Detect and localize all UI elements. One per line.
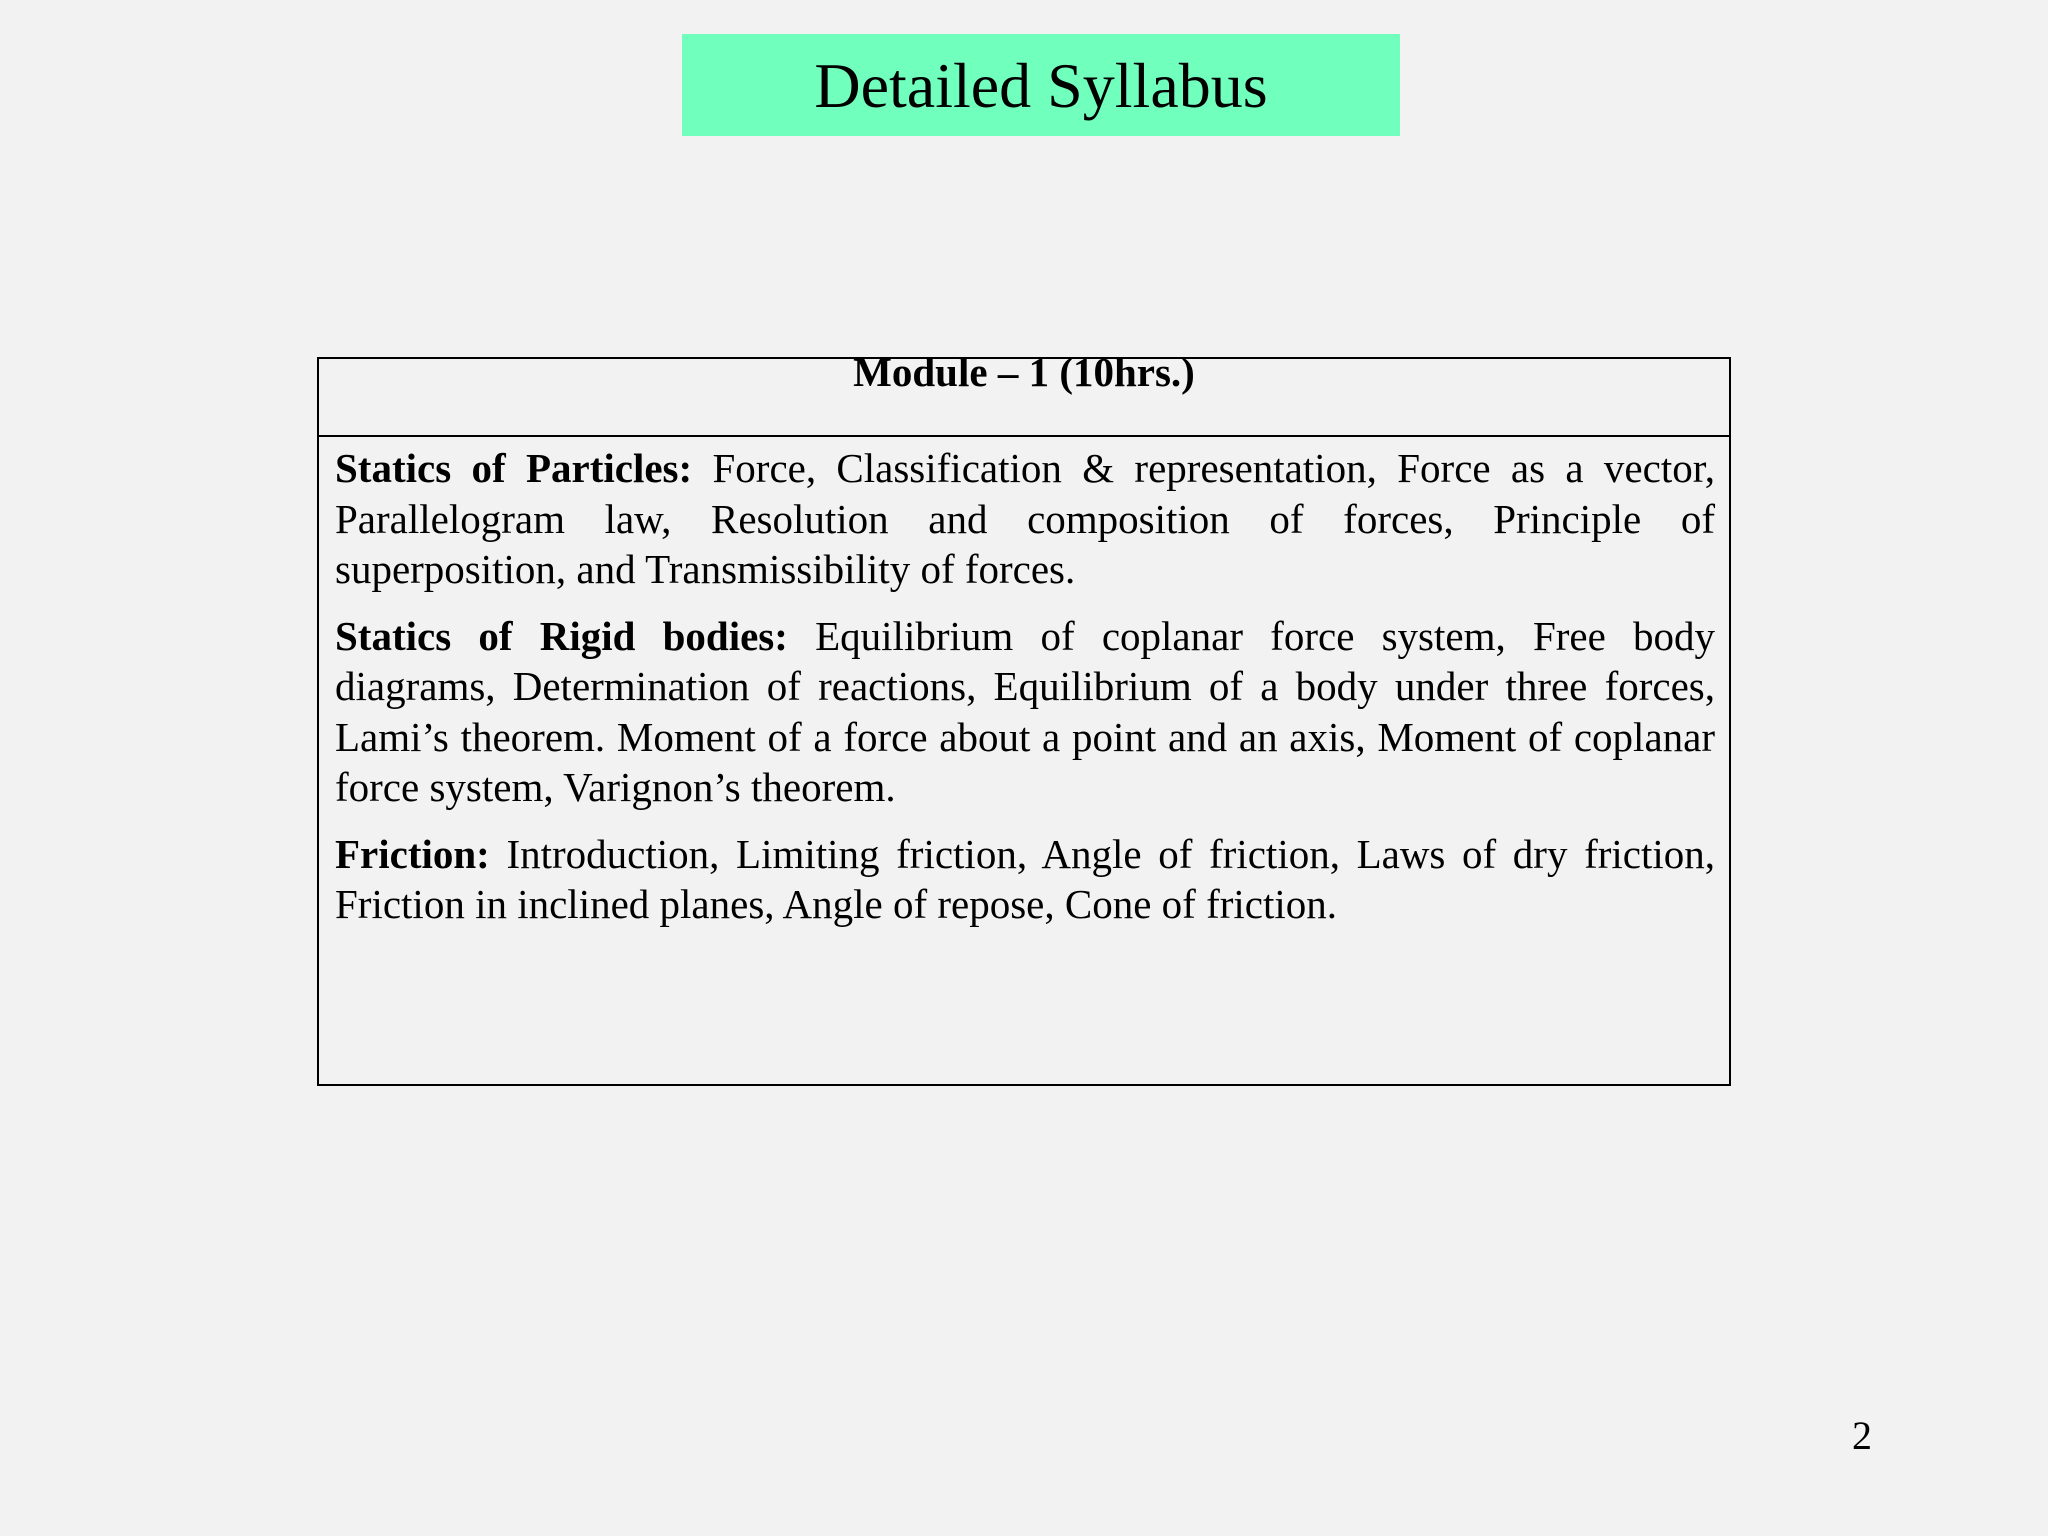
module-body — [319, 437, 1729, 930]
section-heading: Statics of Rigid bodies: — [335, 612, 788, 659]
section-content: Force, Classification & representation, Force as a vector, Parallelogram law, Resolution and composition of forces, Principle of superposition, and Transmissibility of forces. — [335, 445, 1715, 592]
module-table — [317, 349, 1731, 1086]
section-statics-of-rigid-bodies — [335, 611, 1715, 813]
title-banner — [682, 34, 1400, 136]
page-number: 2 — [1852, 1413, 1872, 1458]
page-title: Detailed Syllabus — [814, 50, 1268, 121]
section-heading: Friction: — [335, 830, 490, 877]
section-statics-of-particles — [335, 443, 1715, 595]
section-friction — [335, 829, 1715, 930]
section-content: Equilibrium of coplanar force system, Free body diagrams, Determination of reactions, Equilibrium of a body under three forces, Lami’s theorem. Moment of a force about a point and an axis, Moment of coplanar force system, Varignon’s theorem. — [335, 612, 1715, 810]
module-header: Module – 1 (10hrs.) — [319, 352, 1729, 437]
section-heading: Statics of Particles: — [335, 445, 693, 491]
section-content: Introduction, Limiting friction, Angle of friction, Laws of dry friction, Friction in inclined planes, Angle of repose, Cone of friction. — [335, 830, 1715, 927]
